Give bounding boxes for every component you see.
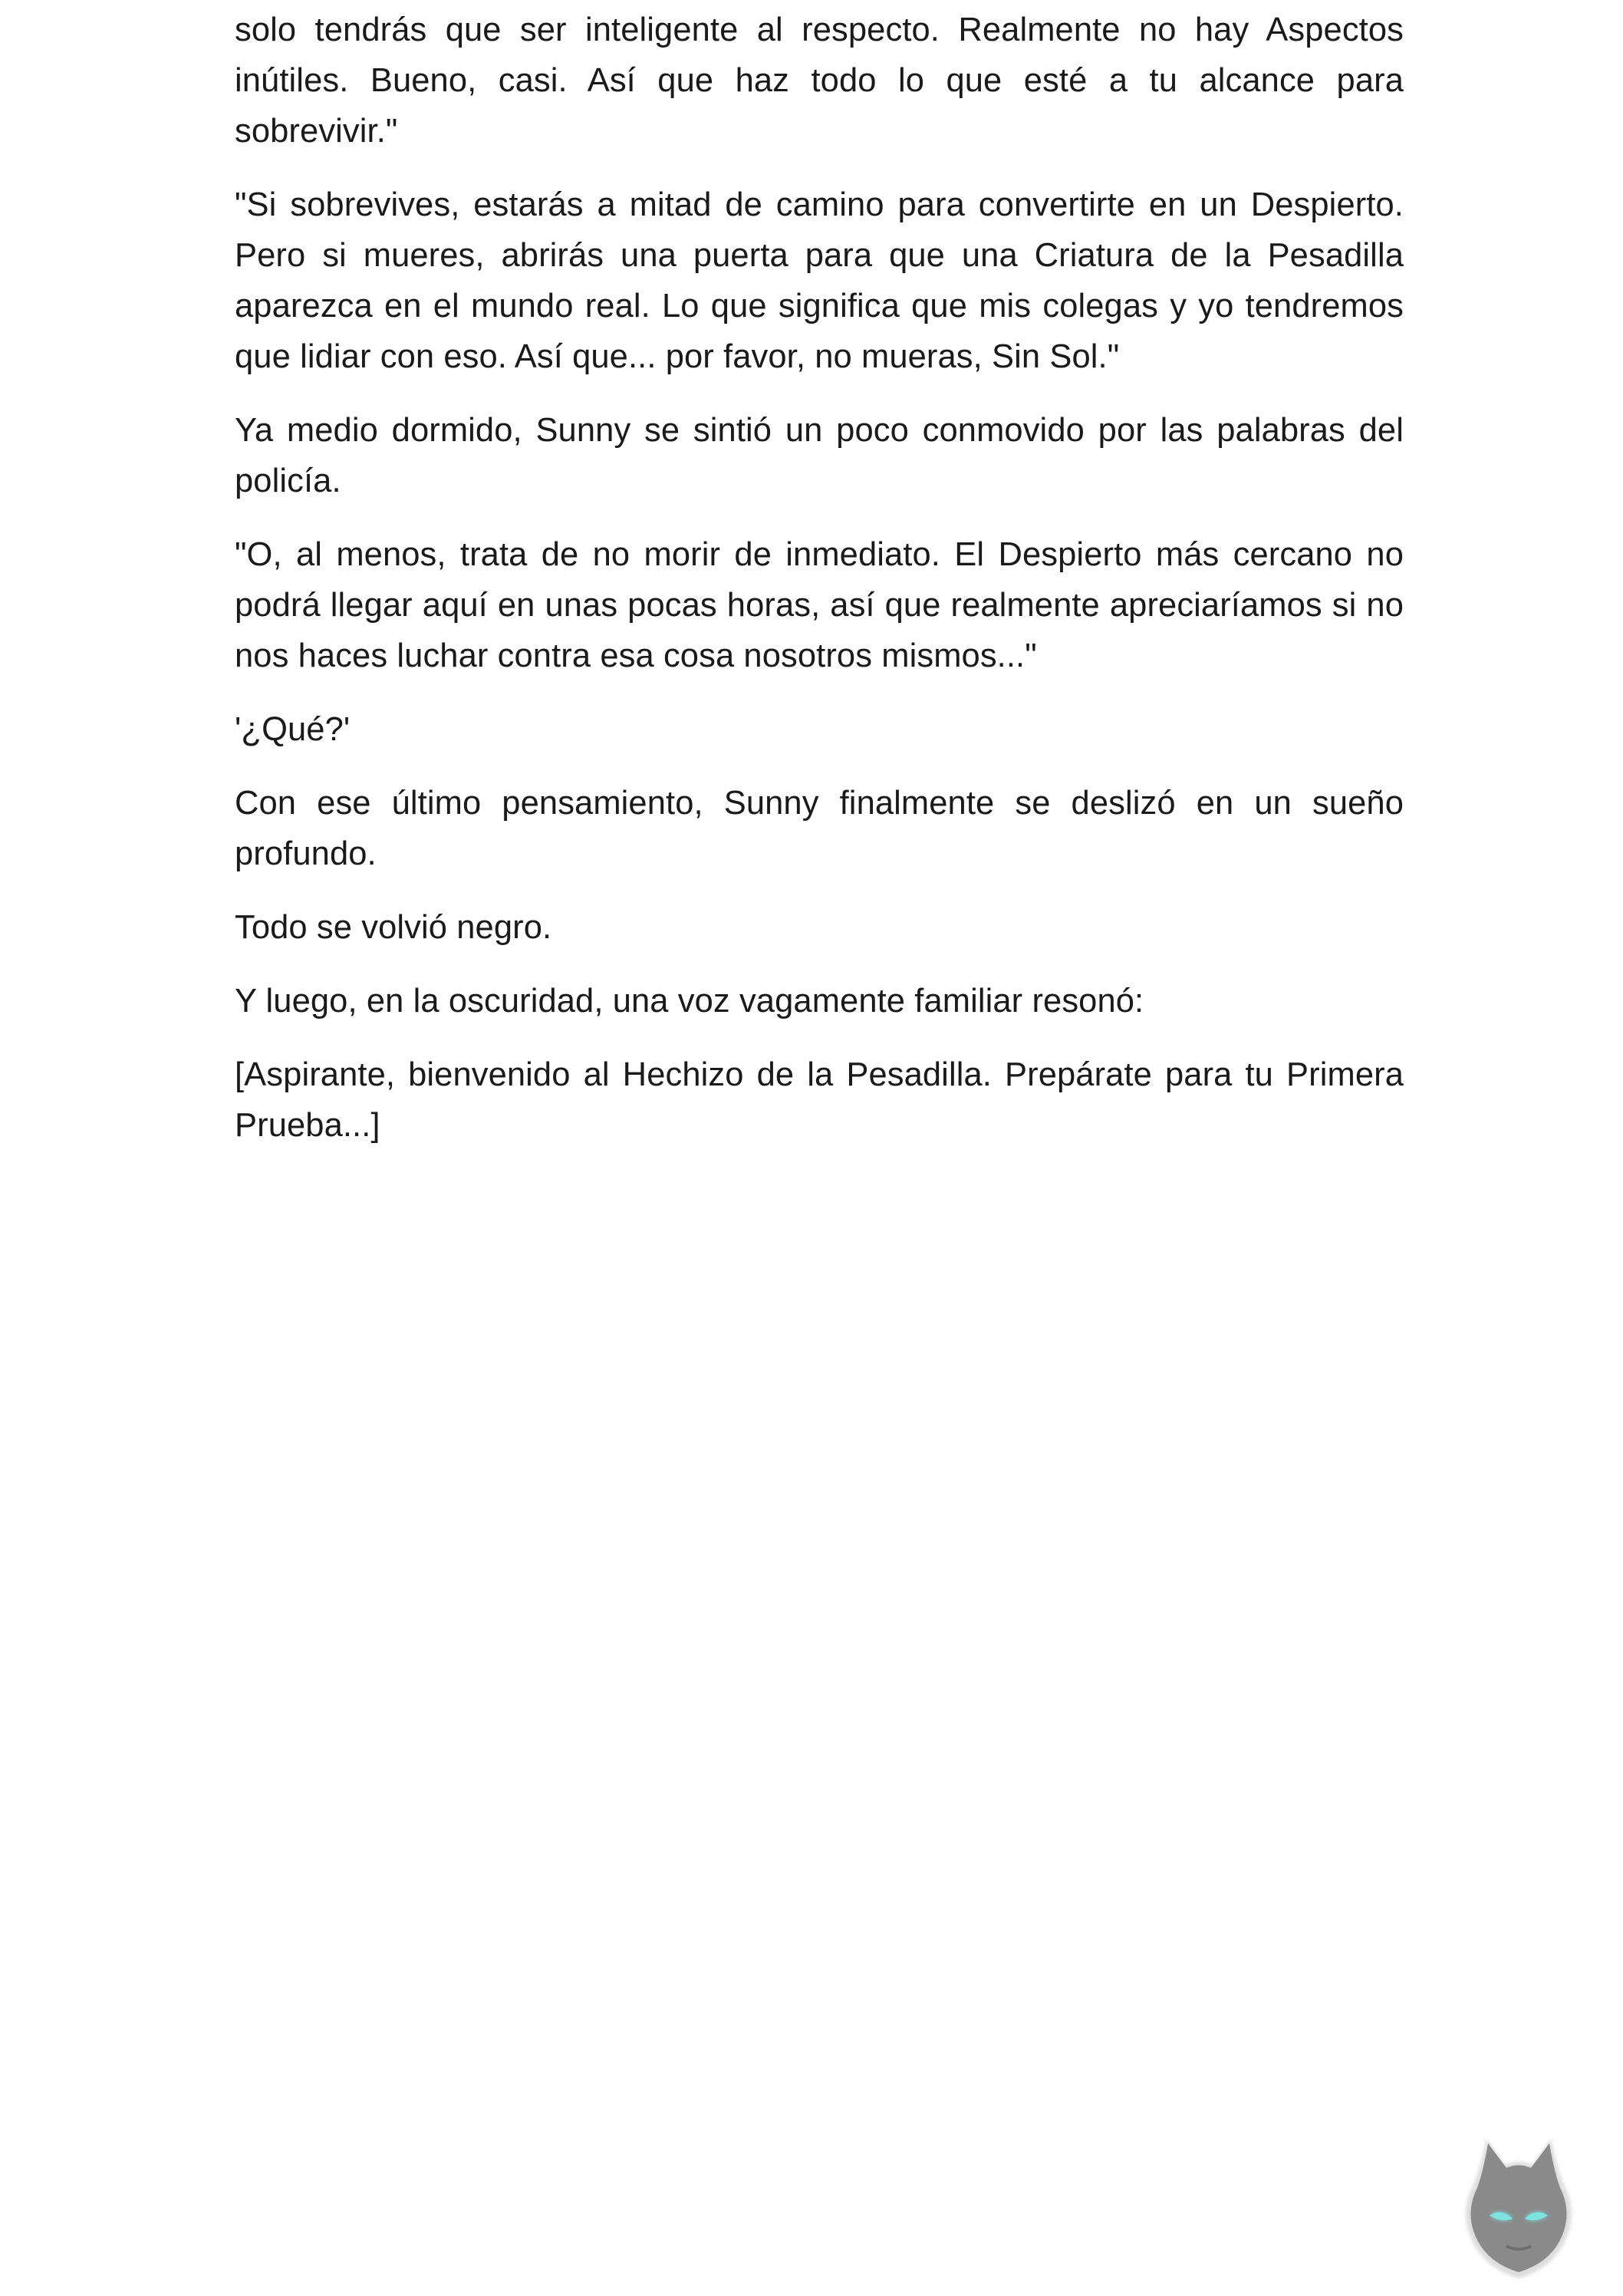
paragraph-3: Ya medio dormido, Sunny se sintió un poco conmovido por las palabras del policía. bbox=[235, 412, 1404, 499]
paragraph-8: Y luego, en la oscuridad, una voz vagamente familiar resonó: bbox=[235, 983, 1144, 1020]
document-body bbox=[235, 5, 1404, 1174]
paragraph-5: '¿Qué?' bbox=[235, 711, 351, 748]
paragraph-6: Con ese último pensamiento, Sunny finalmente se deslizó en un sueño profundo. bbox=[235, 785, 1404, 872]
paragraph-2: "Si sobrevives, estarás a mitad de camino para convertirte en un Despierto. Pero si mueres, abrirás una puerta para que una Criatura de la Pesadilla aparezca en el mundo real. Lo que significa que mis colegas y yo tendremos que lidiar con eso. Así que... por favor, no mueras, Sin Sol." bbox=[235, 186, 1404, 375]
paragraph-4: "O, al menos, trata de no morir de inmediato. El Despierto más cercano no podrá llegar aquí en unas pocas horas, así que realmente apreciaríamos si no nos haces luchar contra esa cosa nosotros mismos..." bbox=[235, 536, 1404, 674]
paragraph-7: Todo se volvió negro. bbox=[235, 909, 552, 946]
paragraph-9: [Aspirante, bienvenido al Hechizo de la Pesadilla. Prepárate para tu Primera Prueba...] bbox=[235, 1056, 1404, 1144]
demon-head-icon bbox=[1442, 2125, 1595, 2286]
paragraph-1: solo tendrás que ser inteligente al respecto. Realmente no hay Aspectos inútiles. Bueno, casi. Así que haz todo lo que esté a tu alcance para sobrevivir." bbox=[235, 12, 1404, 150]
